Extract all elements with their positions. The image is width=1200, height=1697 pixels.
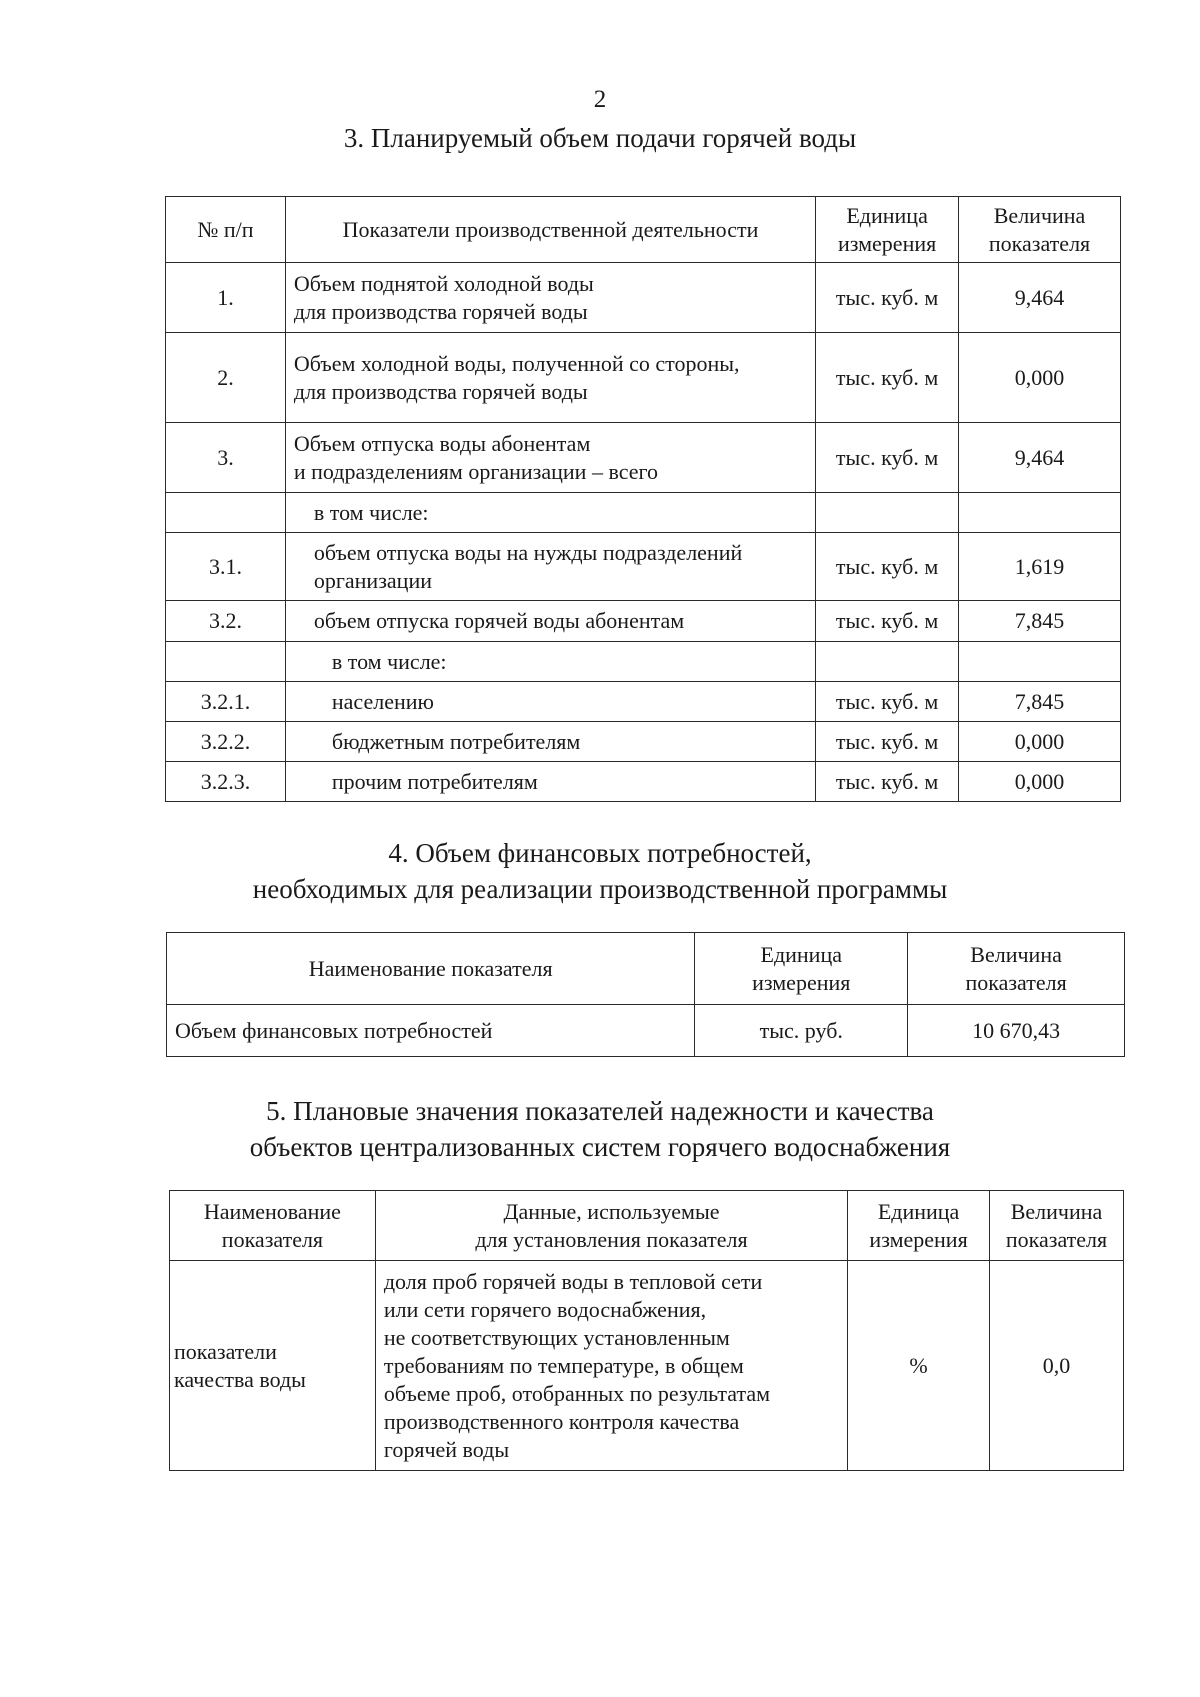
row-name: населению xyxy=(285,682,815,722)
row-value: 7,845 xyxy=(959,682,1121,722)
row-num: 3.2.1. xyxy=(166,682,286,722)
header-unit: Единица измерения xyxy=(816,197,959,263)
section4-title xyxy=(0,835,1200,907)
header-indicator: Показатели производственной деятельности xyxy=(285,197,815,263)
row-name: бюджетным потребителям xyxy=(285,722,815,762)
row-unit: тыс. куб. м xyxy=(816,601,959,642)
table-row xyxy=(166,601,1121,642)
row-value xyxy=(959,493,1121,533)
hot-water-supply-table xyxy=(165,196,1121,802)
row-value xyxy=(959,642,1121,682)
table-row xyxy=(170,1261,1124,1471)
row-name: объем отпуска горячей воды абонентам xyxy=(285,601,815,642)
row-unit: тыс. куб. м xyxy=(816,423,959,493)
header-value: Величина показателя xyxy=(908,933,1125,1005)
row-value: 7,845 xyxy=(959,601,1121,642)
row-value: 0,000 xyxy=(959,333,1121,423)
header-num: № п/п xyxy=(166,197,286,263)
row-num: 3.1. xyxy=(166,533,286,601)
section3-title-text: 3. Планируемый объем подачи горячей воды xyxy=(343,123,857,153)
row-num: 3.2. xyxy=(166,601,286,642)
header-unit: Единица измерения xyxy=(695,933,908,1005)
financial-needs-table xyxy=(166,932,1125,1057)
page-number: 2 xyxy=(593,86,607,113)
table-row xyxy=(166,642,1121,682)
row-unit xyxy=(816,493,959,533)
header-name: Наименование показателя xyxy=(167,933,695,1005)
row-value: 9,464 xyxy=(959,263,1121,333)
table-header-row xyxy=(167,933,1125,1005)
row-unit: тыс. куб. м xyxy=(816,533,959,601)
header-value: Величина показателя xyxy=(990,1191,1124,1261)
row-name: Объем поднятой холодной воды для производства горячей воды xyxy=(285,263,815,333)
row-name: показатели качества воды xyxy=(170,1261,376,1471)
table-row xyxy=(166,762,1121,802)
table-row xyxy=(166,263,1121,333)
row-num: 2. xyxy=(166,333,286,423)
row-value: 0,000 xyxy=(959,722,1121,762)
table-row xyxy=(166,722,1121,762)
row-unit xyxy=(816,642,959,682)
row-unit: тыс. руб. xyxy=(695,1005,908,1057)
row-name: в том числе: xyxy=(285,493,815,533)
row-value: 0,000 xyxy=(959,762,1121,802)
table-header-row xyxy=(166,197,1121,263)
row-num: 1. xyxy=(166,263,286,333)
row-num: 3. xyxy=(166,423,286,493)
table-row xyxy=(166,533,1121,601)
row-unit: тыс. куб. м xyxy=(816,722,959,762)
header-unit: Единица измерения xyxy=(848,1191,990,1261)
row-unit: тыс. куб. м xyxy=(816,762,959,802)
row-unit: тыс. куб. м xyxy=(816,682,959,722)
row-name: Объем отпуска воды абонентам и подразделениям организации – всего xyxy=(285,423,815,493)
section4-title-line1: 4. Объем финансовых потребностей, xyxy=(388,838,812,868)
row-value: 0,0 xyxy=(990,1261,1124,1471)
row-unit: % xyxy=(848,1261,990,1471)
row-unit: тыс. куб. м xyxy=(816,263,959,333)
row-name: прочим потребителям xyxy=(285,762,815,802)
table-row xyxy=(166,333,1121,423)
row-name: Объем холодной воды, полученной со стороны, для производства горячей воды xyxy=(285,333,815,423)
header-data: Данные, используемые для установления показателя xyxy=(375,1191,847,1261)
table-row xyxy=(166,423,1121,493)
row-name: в том числе: xyxy=(285,642,815,682)
table-row xyxy=(166,493,1121,533)
table-header-row xyxy=(170,1191,1124,1261)
row-num: 3.2.2. xyxy=(166,722,286,762)
row-value: 10 670,43 xyxy=(908,1005,1125,1057)
table-row xyxy=(166,682,1121,722)
row-data: доля проб горячей воды в тепловой сети или сети горячего водоснабжения, не соответствующих установленным требованиям по температуре, в общем объеме проб, отобранных по результатам производственного контроля качества горячей воды xyxy=(375,1261,847,1471)
section5-title xyxy=(0,1093,1200,1165)
row-name: Объем финансовых потребностей xyxy=(167,1005,695,1057)
header-name: Наименование показателя xyxy=(170,1191,376,1261)
section3-title xyxy=(0,120,1200,156)
row-name: объем отпуска воды на нужды подразделений организации xyxy=(285,533,815,601)
reliability-quality-table xyxy=(169,1190,1124,1471)
table-row xyxy=(167,1005,1125,1057)
row-unit: тыс. куб. м xyxy=(816,333,959,423)
section5-title-line2: объектов централизованных систем горячего водоснабжения xyxy=(249,1132,951,1162)
row-num xyxy=(166,642,286,682)
row-value: 9,464 xyxy=(959,423,1121,493)
section4-title-line2: необходимых для реализации производственной программы xyxy=(252,874,948,904)
row-value: 1,619 xyxy=(959,533,1121,601)
section5-title-line1: 5. Плановые значения показателей надежности и качества xyxy=(266,1096,934,1126)
header-value: Величина показателя xyxy=(959,197,1121,263)
row-num xyxy=(166,493,286,533)
row-num: 3.2.3. xyxy=(166,762,286,802)
